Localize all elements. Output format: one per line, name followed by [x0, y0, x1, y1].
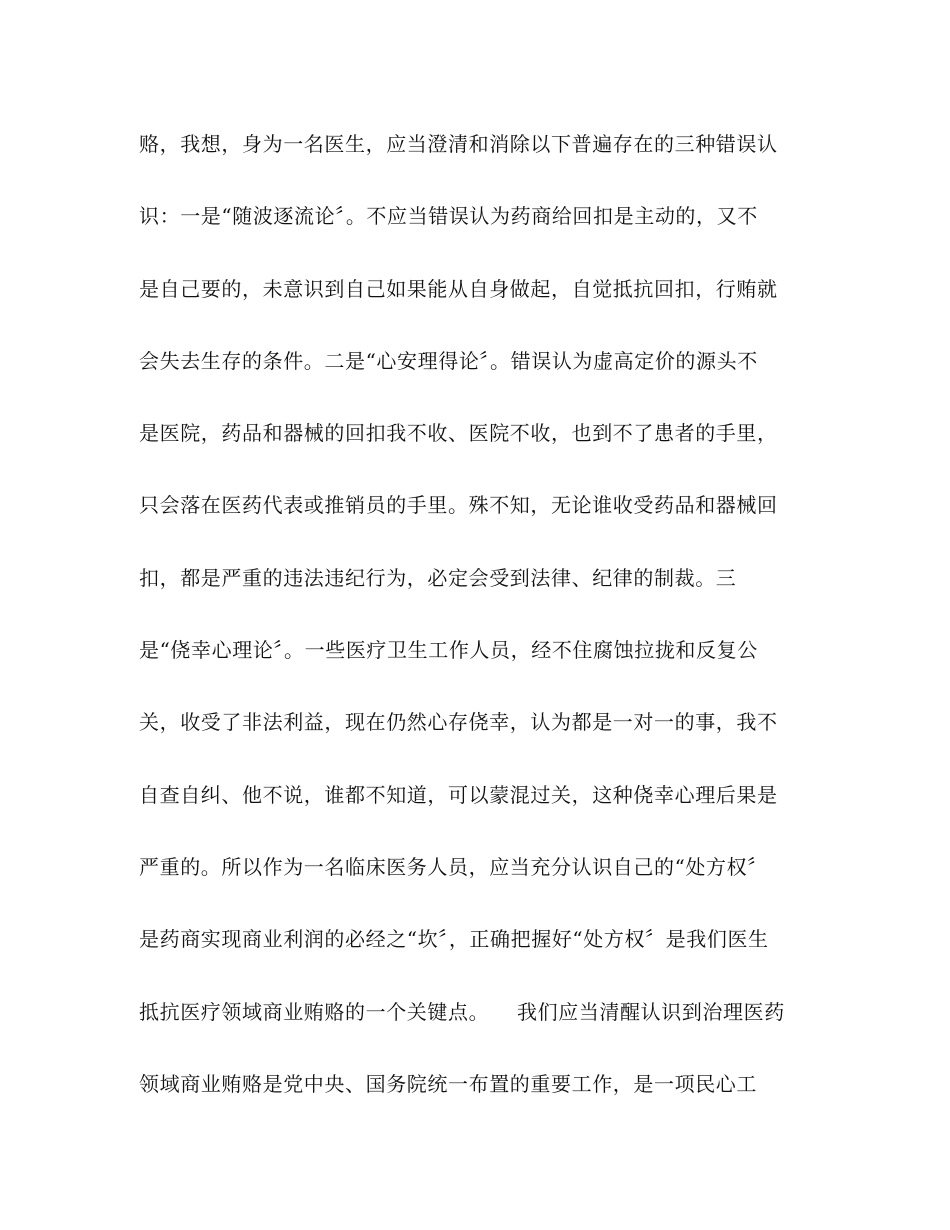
text-line: 只会落在医药代表或推销员的手里。殊不知，无论谁收受药品和器械回 [139, 493, 778, 518]
text-line: 是药商实现商业利润的必经之“坎〞，正确把握好“处方权〞是我们医生 [139, 927, 769, 952]
text-line: 自查自纠、他不说，谁都不知道，可以蒙混过关，这种侥幸心理后果是 [139, 782, 778, 807]
text-line: 是“侥幸心理论〞。一些医疗卫生工作人员，经不住腐蚀拉拢和反复公 [139, 638, 758, 663]
text-line: 识：一是“随波逐流论〞。不应当错误认为药商给回扣是主动的，又不 [139, 204, 758, 229]
text-line: 领域商业贿赂是党中央、国务院统一布置的重要工作，是一项民心工 [139, 1071, 757, 1096]
text-line: 抵抗医疗领域商业贿赂的一个关键点。 我们应当清醒认识到治理医药 [139, 999, 785, 1024]
text-line: 会失去生存的条件。二是“心安理得论〞。错误认为虚高定价的源头不 [139, 348, 758, 373]
text-line: 是自己要的，未意识到自己如果能从自身做起，自觉抵抗回扣，行贿就 [139, 276, 778, 301]
text-line: 赂，我想，身为一名医生，应当澄清和消除以下普遍存在的三种错误认 [139, 132, 778, 156]
text-line: 是医院，药品和器械的回扣我不收、医院不收，也到不了患者的手里， [139, 421, 778, 446]
text-line: 严重的。所以作为一名临床医务人员，应当充分认识自己的“处方权〞 [139, 854, 768, 879]
text-line: 扣，都是严重的违法违纪行为，必定会受到法律、纪律的制裁。三 [139, 565, 737, 590]
text-line: 关，收受了非法利益，现在仍然心存侥幸，认为都是一对一的事，我不 [139, 710, 778, 735]
body-text [139, 121, 829, 1133]
